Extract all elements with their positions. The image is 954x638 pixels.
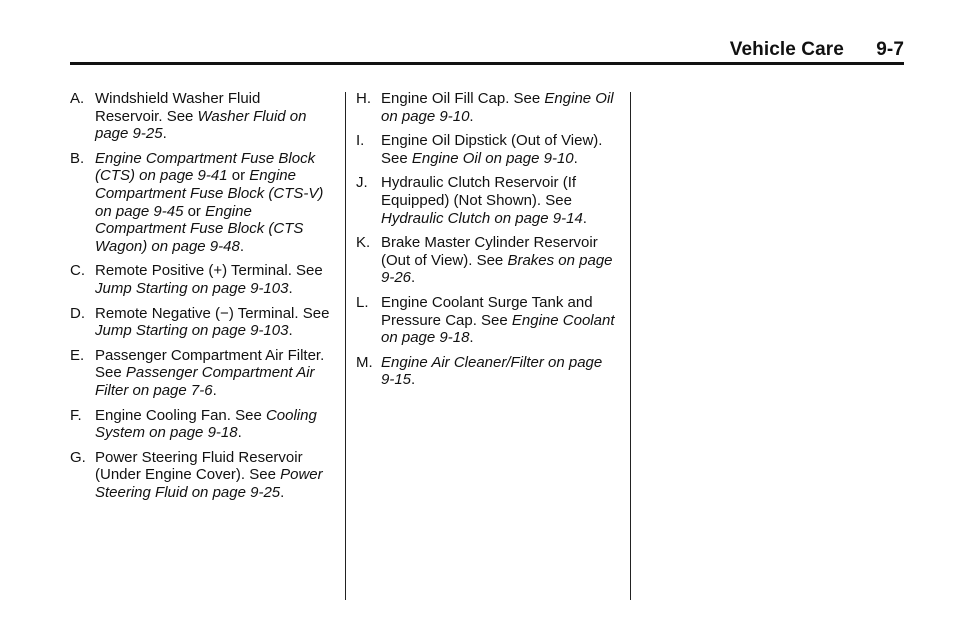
- description-text: .: [582, 209, 587, 227]
- description-text: .: [237, 424, 242, 442]
- description-text: .: [288, 322, 293, 340]
- cross-reference: Jump Starting on page 9-103: [95, 279, 289, 297]
- description-text: Brake Master Cylinder Reservoir (Out of View). See: [381, 234, 598, 269]
- description-text: Engine Oil Dipstick (Out of View). See: [381, 132, 603, 167]
- cross-reference: Engine Oil on page 9-10: [381, 90, 614, 125]
- description-text: .: [469, 329, 474, 347]
- description-text: Engine Coolant Surge Tank and Pressure Cap. See: [381, 293, 593, 329]
- description-text: .: [469, 107, 474, 125]
- description-text: Power Steering Fluid Reservoir (Under Engine Cover). See: [95, 448, 303, 484]
- legend-letter: A.: [70, 90, 85, 107]
- legend-text: [381, 294, 614, 346]
- legend-item: [356, 174, 618, 227]
- column-divider-left: [345, 92, 346, 600]
- legend-letter: K.: [356, 234, 371, 252]
- legend-item: [356, 90, 618, 125]
- legend-text: [381, 90, 614, 125]
- cross-reference: Engine Compartment Fuse Block (CTS Wagon) on page 9-48: [95, 202, 304, 255]
- column-divider-right: [630, 92, 631, 600]
- description-text: .: [573, 149, 578, 167]
- cross-reference: Engine Compartment Fuse Block (CTS) on page 9-41: [95, 149, 316, 185]
- legend-letter: C.: [70, 262, 85, 280]
- legend-text: [95, 150, 323, 255]
- description-text: or: [227, 167, 250, 185]
- cross-reference: Washer Fluid on page 9-25: [95, 107, 307, 143]
- legend-letter: M.: [356, 353, 373, 371]
- cross-reference: Engine Air Cleaner/Filter on page 9-15: [381, 353, 603, 389]
- page-number: 9-7: [876, 39, 904, 60]
- legend-item: [356, 294, 618, 347]
- legend-text: [95, 262, 323, 297]
- legend-item: [70, 90, 332, 143]
- description-text: .: [239, 237, 245, 255]
- description-text: Windshield Washer Fluid Reservoir. See: [95, 90, 261, 125]
- legend-item: [356, 354, 618, 389]
- legend-letter: B.: [70, 149, 85, 167]
- legend-text: [381, 174, 587, 226]
- legend-item: [70, 305, 332, 340]
- legend-letter: G.: [70, 448, 86, 466]
- description-text: Remote Negative (−) Terminal. See: [95, 304, 330, 322]
- legend-item: [356, 132, 618, 167]
- description-text: .: [280, 483, 285, 501]
- legend-text: [95, 407, 317, 442]
- legend-item: [70, 449, 332, 502]
- legend-text: [95, 449, 323, 501]
- legend-letter: E.: [70, 346, 85, 364]
- description-text: .: [288, 279, 293, 297]
- cross-reference: Passenger Compartment Air Filter on page 7-6: [95, 364, 315, 399]
- description-text: Passenger Compartment Air Filter. See: [95, 346, 325, 382]
- legend-text: [95, 305, 329, 340]
- page-header: [70, 38, 904, 64]
- legend-item: [356, 234, 618, 287]
- description-text: or: [183, 202, 206, 220]
- legend-text: [381, 234, 613, 286]
- description-text: .: [212, 381, 217, 399]
- description-text: Engine Cooling Fan. See: [95, 406, 266, 424]
- legend-text: [95, 347, 324, 399]
- legend-column-right: [356, 90, 618, 396]
- description-text: Remote Positive (+) Terminal. See: [95, 262, 323, 280]
- cross-reference: Jump Starting on page 9-103: [95, 322, 289, 340]
- legend-text: [381, 132, 602, 167]
- legend-letter: F.: [70, 406, 82, 424]
- description-text: .: [411, 269, 416, 287]
- cross-reference: Engine Coolant on page 9-18: [381, 311, 615, 347]
- legend-text: [95, 90, 307, 142]
- legend-letter: H.: [356, 90, 371, 107]
- legend-item: [70, 150, 332, 256]
- description-text: .: [411, 371, 416, 389]
- legend-letter: L.: [356, 293, 369, 311]
- cross-reference: Hydraulic Clutch on page 9-14: [381, 209, 583, 227]
- legend-letter: D.: [70, 304, 85, 322]
- legend-item: [70, 407, 332, 442]
- cross-reference: Engine Oil on page 9-10: [411, 149, 574, 167]
- cross-reference: Engine Compartment Fuse Block (CTS-V) on page 9-45: [95, 167, 324, 220]
- legend-item: [70, 347, 332, 400]
- cross-reference: Power Steering Fluid on page 9-25: [95, 466, 323, 501]
- cross-reference: Cooling System on page 9-18: [95, 406, 317, 442]
- cross-reference: Brakes on page 9-26: [381, 251, 613, 287]
- legend-column-left: [70, 90, 332, 508]
- description-text: Engine Oil Fill Cap. See: [381, 90, 545, 107]
- description-text: .: [162, 125, 167, 143]
- description-text: Hydraulic Clutch Reservoir (If Equipped) (Not Shown). See: [381, 174, 577, 209]
- legend-text: [381, 354, 602, 389]
- section-title: Vehicle Care: [729, 39, 844, 60]
- header-title: [730, 39, 904, 61]
- legend-letter: J.: [356, 174, 368, 192]
- legend-item: [70, 262, 332, 297]
- header-rule: [70, 62, 904, 65]
- legend-letter: I.: [356, 132, 365, 150]
